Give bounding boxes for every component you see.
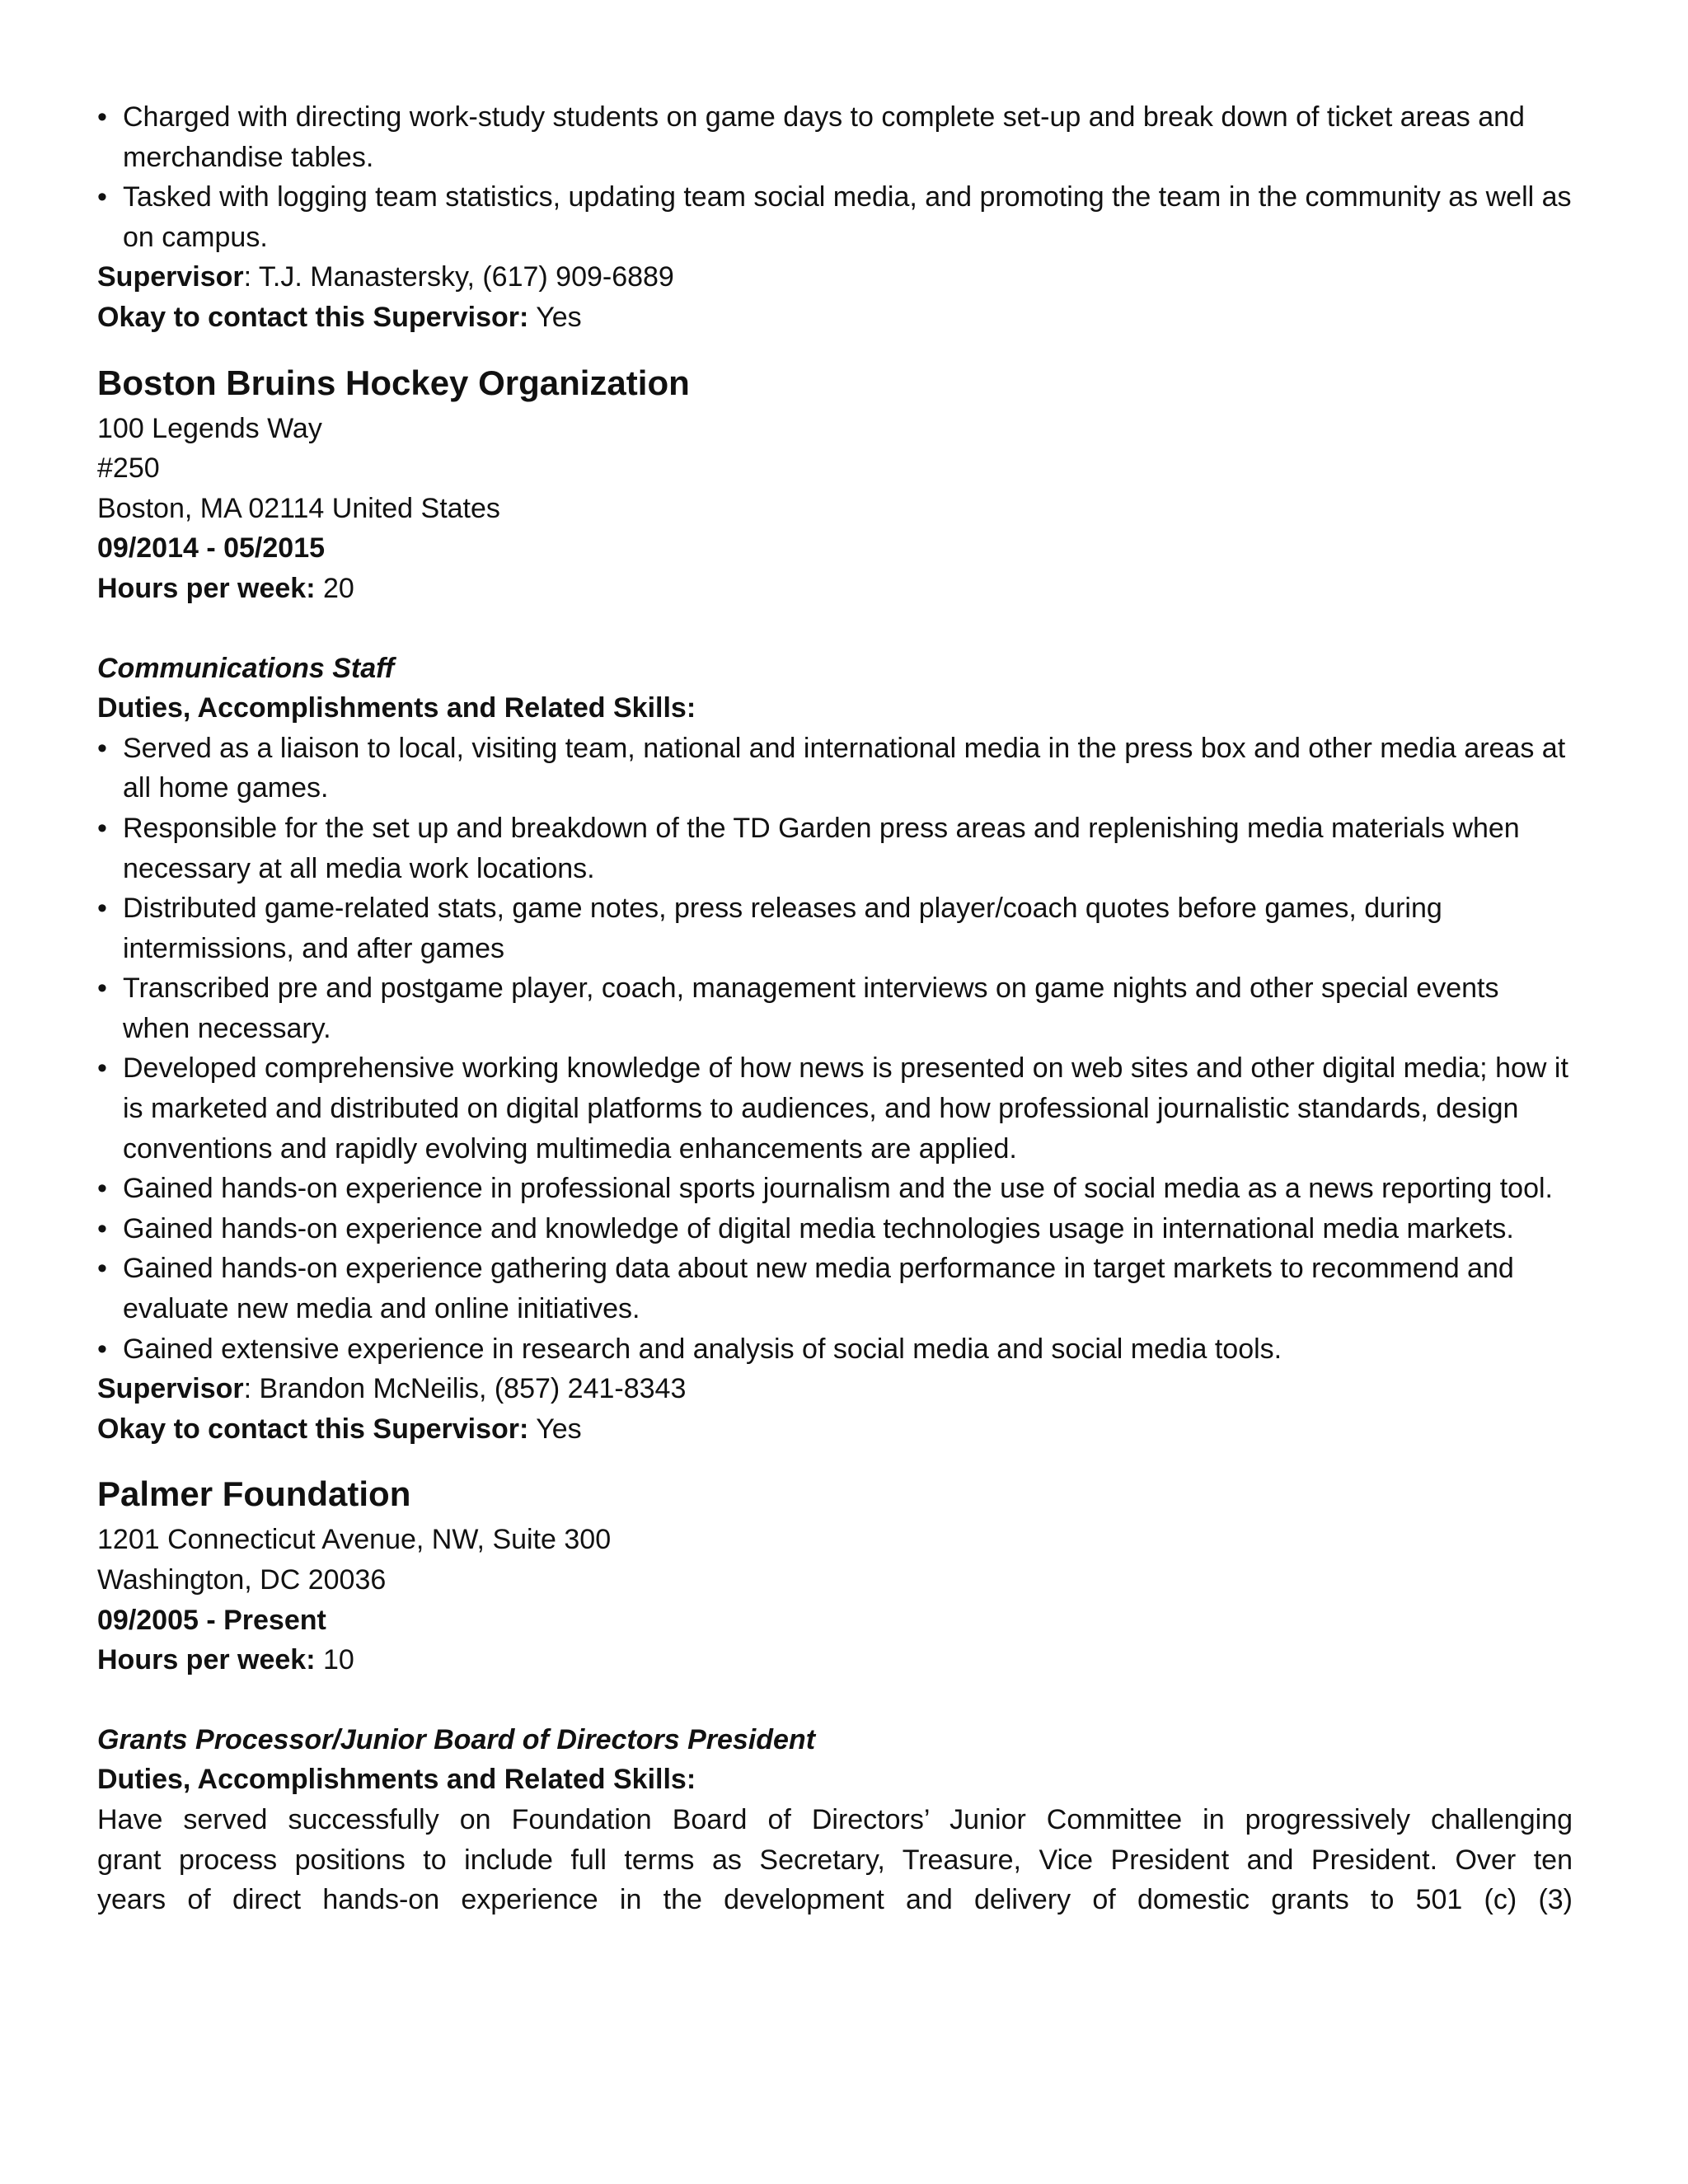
resume-page — [97, 97, 1573, 1920]
employment-dates: 09/2005 - Present — [97, 1604, 326, 1636]
address-line: Boston, MA 02114 United States — [97, 492, 500, 524]
employment-dates: 09/2014 - 05/2015 — [97, 532, 326, 565]
supervisor-label: Supervisor — [97, 261, 244, 293]
contact-label: Okay to contact this Supervisor: — [97, 301, 529, 333]
supervisor-label: Supervisor — [97, 1373, 244, 1405]
hours-line — [97, 569, 1573, 609]
spacer — [97, 609, 1573, 649]
duties-heading: Duties, Accomplishments and Related Skills: — [97, 1764, 696, 1796]
duty-bullet: • Served as a liaison to local, visiting team, national and international media in the press box and other media areas at all home games. — [97, 729, 1573, 808]
org-name: Boston Bruins Hockey Organization — [97, 363, 690, 402]
hours-value: 20 — [315, 572, 354, 604]
bruins-section — [97, 358, 1573, 1450]
duty-bullet: • Developed comprehensive working knowledge of how news is presented on web sites and other digital media; how it is marketed and distributed on digital platforms to audiences, and how professional journalistic standards, design conventions and rapidly evolving multimedia enhancements are applied. — [97, 1048, 1573, 1169]
job-title: Grants Processor/Junior Board of Directors President — [97, 1723, 816, 1755]
contact-value: Yes — [528, 1413, 582, 1445]
duty-bullet: • Responsible for the set up and breakdown of the TD Garden press areas and replenishing media materials when necessary at all media work locations. — [97, 808, 1573, 888]
spacer — [97, 1680, 1573, 1720]
hours-label: Hours per week: — [97, 572, 316, 604]
contact-line — [97, 298, 1573, 338]
supervisor-value: : T.J. Manastersky, (617) 909-6889 — [243, 261, 674, 293]
supervisor-line — [97, 257, 1573, 298]
hours-line — [97, 1640, 1573, 1680]
supervisor-value: : Brandon McNeilis, (857) 241-8343 — [243, 1373, 687, 1405]
duty-bullet: • Gained hands-on experience gathering data about new media performance in target markets to recommend and evaluate new media and online initiatives. — [97, 1249, 1573, 1329]
duty-bullet: • Transcribed pre and postgame player, coach, management interviews on game nights and other special events when necessary. — [97, 968, 1573, 1048]
hours-value: 10 — [315, 1644, 354, 1676]
duty-bullet: • Tasked with logging team statistics, updating team social media, and promoting the team in the community as well as on campus. — [97, 177, 1573, 257]
duty-bullet: • Gained hands-on experience in professional sports journalism and the use of social media as a news reporting tool. — [97, 1169, 1573, 1209]
contact-label: Okay to contact this Supervisor: — [97, 1413, 529, 1445]
supervisor-line — [97, 1369, 1573, 1409]
duty-bullet: • Charged with directing work-study students on game days to complete set-up and break down of ticket areas and merchandise tables. — [97, 97, 1573, 177]
description-line: grant process positions to include full terms as Secretary, Treasure, Vice President and President. Over ten — [97, 1844, 1573, 1876]
address-line: 100 Legends Way — [97, 412, 322, 444]
contact-line — [97, 1409, 1573, 1450]
org-name: Palmer Foundation — [97, 1474, 411, 1514]
address-line: #250 — [97, 452, 160, 485]
duty-bullet: • Gained extensive experience in research and analysis of social media and social media tools. — [97, 1329, 1573, 1370]
address-line: 1201 Connecticut Avenue, NW, Suite 300 — [97, 1524, 612, 1556]
job-title: Communications Staff — [97, 652, 395, 684]
duty-bullet: • Distributed game-related stats, game notes, press releases and player/coach quotes before games, during intermissions, and after games — [97, 888, 1573, 968]
contact-value: Yes — [528, 301, 582, 333]
description-line: Have served successfully on Foundation Board of Directors’ Junior Committee in progressively challenging — [97, 1803, 1573, 1835]
address-line: Washington, DC 20036 — [97, 1564, 387, 1596]
prev-job-section — [97, 97, 1573, 338]
palmer-section — [97, 1469, 1573, 1919]
description-line: years of direct hands-on experience in the development and delivery of domestic grants to 501 (c) (3) — [97, 1884, 1573, 1916]
duty-bullet: • Gained hands-on experience and knowledge of digital media technologies usage in international media markets. — [97, 1209, 1573, 1249]
hours-label: Hours per week: — [97, 1644, 316, 1676]
duties-heading: Duties, Accomplishments and Related Skills: — [97, 692, 696, 724]
